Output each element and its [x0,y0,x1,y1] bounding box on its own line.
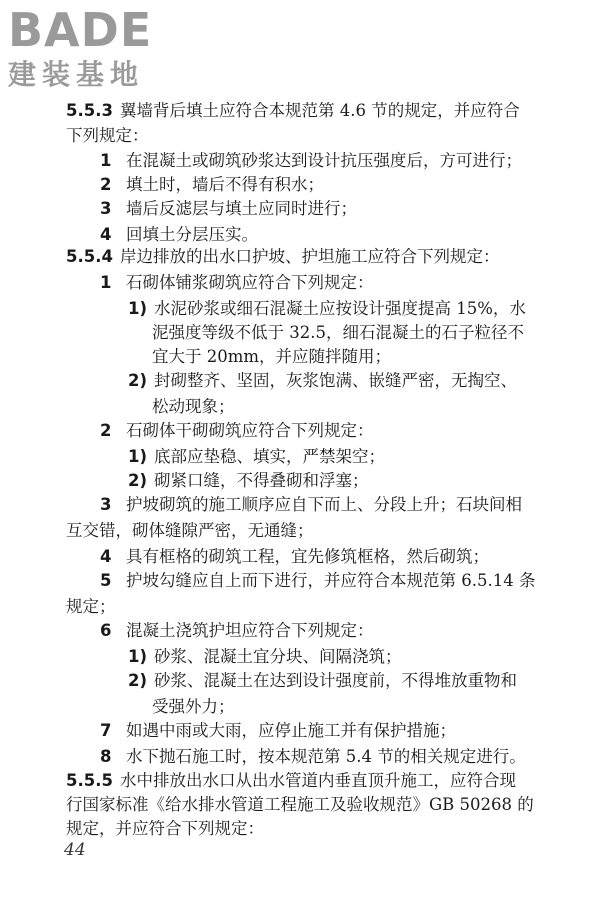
text-line [100,546,600,568]
item-number: 2) [128,371,148,390]
item-number: 2) [128,671,148,690]
line-text: 护坡勾缝应自上而下进行，并应符合本规范第 6.5.14 条 [126,571,536,590]
text-line [128,370,600,392]
text-line [152,322,600,344]
text-line [66,818,600,840]
item-number: 2) [128,471,148,490]
text-line [100,224,600,246]
item-number: 1) [128,299,148,318]
item-number: 4 [100,225,112,244]
item-number: 7 [100,721,112,740]
line-text: 砌紧口缝，不得叠砌和浮塞； [154,471,369,490]
section-number: 5.5.5 [66,771,113,790]
item-number: 1) [128,447,148,466]
text-line [128,670,600,692]
text-line [66,246,600,268]
line-text: 翼墙背后填土应符合本规范第 4.6 节的规定，并应符合 [120,101,520,120]
text-line [100,746,600,768]
text-line [128,646,600,668]
line-text: 规定，并应符合下列规定： [66,819,264,838]
section-number: 5.5.4 [66,247,113,266]
text-line [66,520,600,542]
line-text: 水中排放出水口从出水管道内垂直顶升施工，应符合现 [120,771,516,790]
text-line [128,470,600,492]
line-text: 水下抛石施工时，按本规范第 5.4 节的相关规定进行。 [126,747,526,766]
item-number: 6 [100,621,112,640]
item-number: 4 [100,547,112,566]
line-text: 石砌体干砌砌筑应符合下列规定： [126,421,374,440]
line-text: 混凝土浇筑护坦应符合下列规定： [126,621,374,640]
logo [8,4,178,96]
logo-brand [8,4,178,56]
line-text: 具有框格的砌筑工程，宜先修筑框格，然后砌筑； [126,547,489,566]
text-line [66,100,600,122]
item-number: 1) [128,647,148,666]
text-line [100,570,600,592]
line-text: 水泥砂浆或细石混凝土应按设计强度提高 15%，水 [154,299,526,318]
line-text: 岸边排放的出水口护坡、护坦施工应符合下列规定： [120,247,500,266]
text-line [152,696,600,718]
text-line [152,346,600,368]
logo-brand-text: BADE [8,3,153,57]
text-line [66,794,600,816]
item-number: 3 [100,199,112,218]
text-line [100,198,600,220]
text-line [100,620,600,642]
text-line [100,720,600,742]
line-text: 砂浆、混凝土宜分块、间隔浇筑； [154,647,402,666]
line-text: 石砌体铺浆砌筑应符合下列规定： [126,273,374,292]
line-text: 封砌整齐、坚固，灰浆饱满、嵌缝严密，无掏空、 [154,371,517,390]
text-line [128,298,600,320]
page-number: 44 [64,840,86,860]
text-line [100,150,600,172]
text-line [66,125,600,147]
item-number: 2 [100,175,112,194]
text-line [128,446,600,468]
text-line [100,420,600,442]
line-text: 规定； [66,597,116,616]
item-number: 3 [100,495,112,514]
item-number: 5 [100,571,112,590]
item-number: 1 [100,273,112,292]
line-text: 受强外力； [152,697,235,716]
line-text: 在混凝土或砌筑砂浆达到设计抗压强度后，方可进行； [126,151,522,170]
item-number: 8 [100,747,112,766]
item-number: 1 [100,151,112,170]
line-text: 墙后反滤层与填土应同时进行； [126,199,357,218]
line-text: 底部应垫稳、填实，严禁架空； [154,447,385,466]
line-text: 松动现象； [152,397,235,416]
section-number: 5.5.3 [66,101,113,120]
line-text: 行国家标准《给水排水管道工程施工及验收规范》GB 50268 的 [66,795,534,814]
text-line [100,272,600,294]
line-text: 泥强度等级不低于 32.5，细石混凝土的石子粒径不 [152,323,524,342]
line-text: 下列规定： [66,126,149,145]
text-line [152,396,600,418]
logo-subtitle: 建装基地 [8,58,145,91]
text-line [66,770,600,792]
text-line [66,596,600,618]
text-line [100,174,600,196]
line-text: 如遇中雨或大雨，应停止施工并有保护措施； [126,721,456,740]
line-text: 宜大于 20mm，并应随拌随用； [152,347,392,366]
line-text: 护坡砌筑的施工顺序应自下而上、分段上升；石块间相 [126,495,522,514]
text-line [100,494,600,516]
item-number: 2 [100,421,112,440]
line-text: 回填土分层压实。 [126,225,258,244]
line-text: 填土时，墙后不得有积水； [126,175,324,194]
line-text: 互交错，砌体缝隙严密，无通缝； [66,521,314,540]
line-text: 砂浆、混凝土在达到设计强度前，不得堆放重物和 [154,671,517,690]
